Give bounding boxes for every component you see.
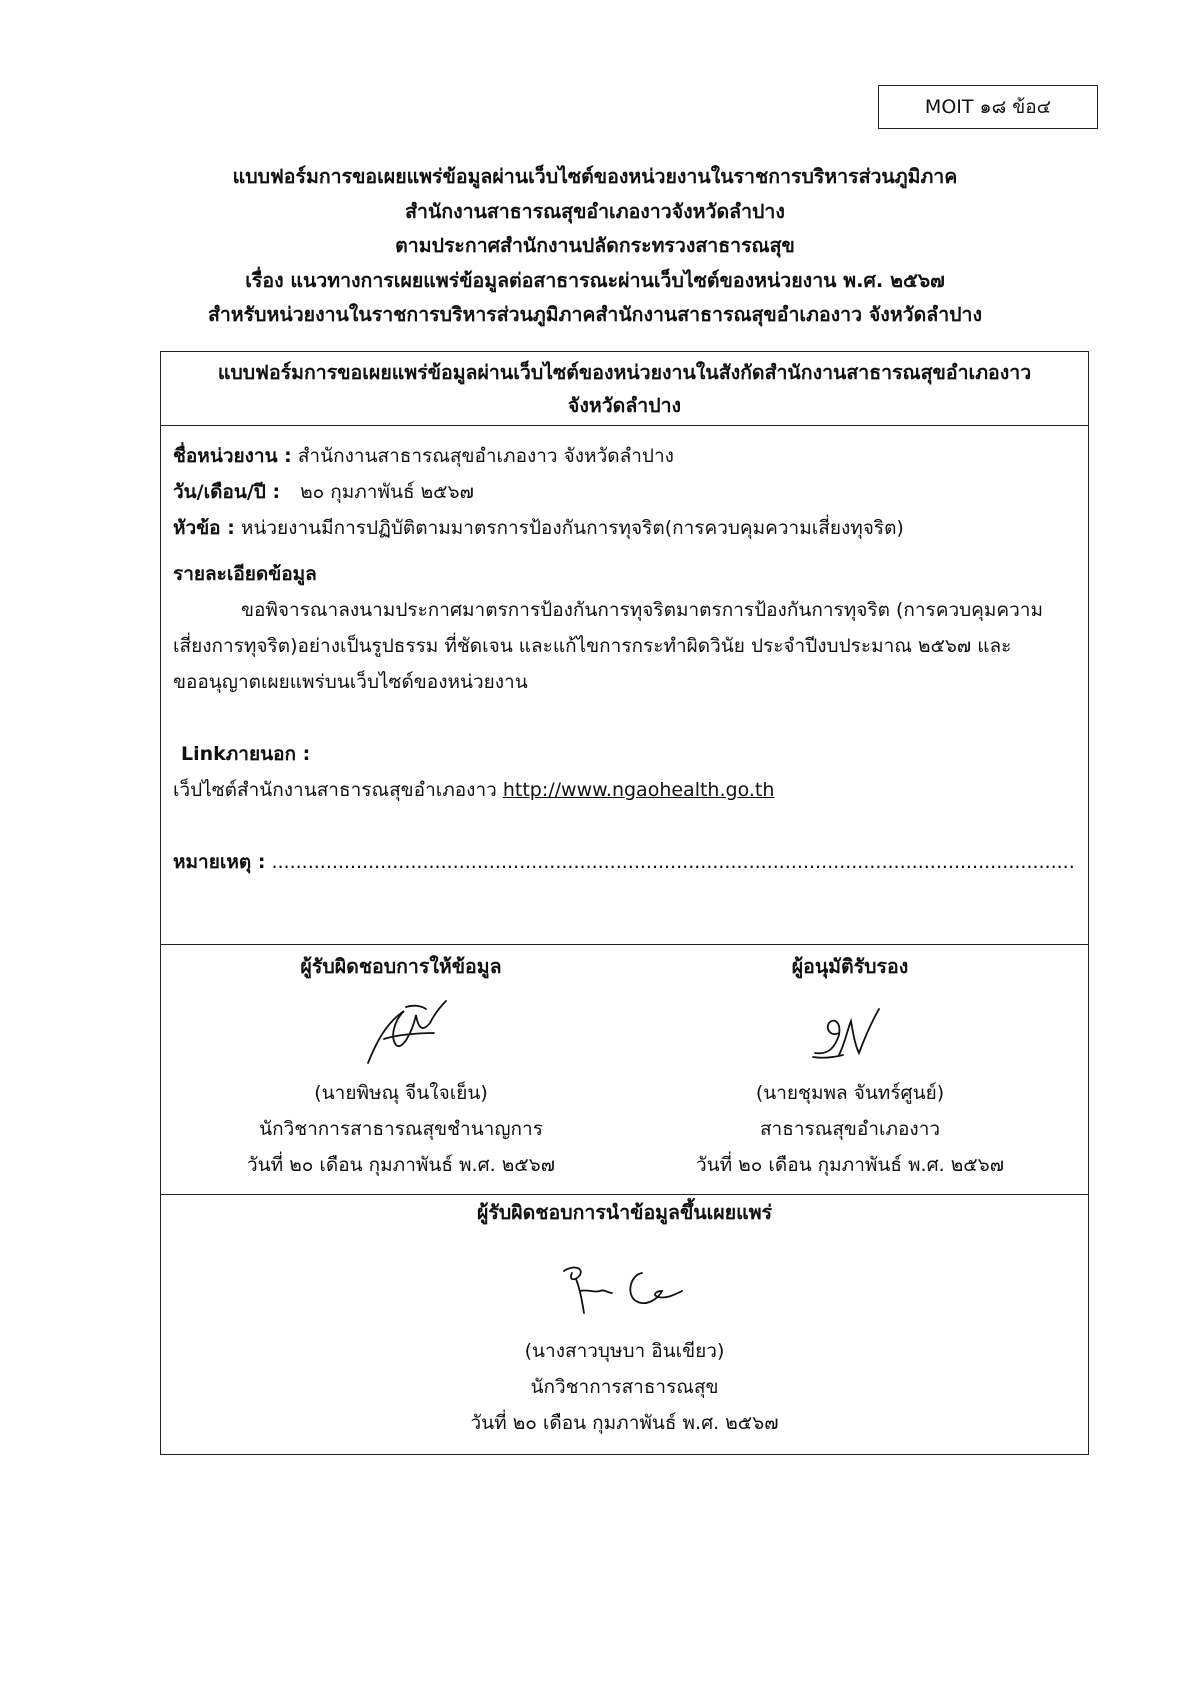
signer-right-position: สาธารณสุขอำเภองาว xyxy=(759,1118,941,1140)
agency-row xyxy=(173,438,1076,474)
header-line-4: เรื่อง แนวทางการเผยแพร่ข้อมูลต่อสาธารณะผ่านเว็บไซต์ของหน่วยงาน พ.ศ. ๒๕๖๗ xyxy=(245,268,945,292)
header-line-5: สำหรับหน่วยงานในราชการบริหารส่วนภูมิภาคสำนักงานสาธารณสุขอำเภองาว จังหวัดลำปาง xyxy=(207,303,983,326)
remark-label: หมายเหตุ : xyxy=(173,851,266,873)
header-line-3: ตามประกาศสำนักงานปลัดกระทรวงสาธารณสุข xyxy=(395,234,795,257)
details-line-1: ขอพิจารณาลงนามประกาศมาตรการป้องกันการทุจริตมาตรการป้องกันการทุจริต (การควบคุมความ xyxy=(241,599,1043,621)
external-link-row xyxy=(173,772,1076,808)
signer-publisher-name: (นางสาวบุษบา อินเขียว) xyxy=(524,1340,725,1362)
details-line-3: ขออนุญาตเผยแพร่บนเว็บไซด์ของหน่วยงาน xyxy=(173,671,528,693)
form-title-line-2: จังหวัดลำปาง xyxy=(567,394,682,417)
external-link-label: Linkภายนอก : xyxy=(181,743,311,765)
signature-section-publisher xyxy=(161,1195,1088,1454)
topic-value: หน่วยงานมีการปฏิบัติตามมาตรการป้องกันการทุจริต(การควบคุมความเสี่ยงทุจริต) xyxy=(240,517,904,539)
external-link-url[interactable]: http://www.ngaohealth.go.th xyxy=(502,779,775,801)
form-title-line-1: แบบฟอร์มการขอเผยแพร่ข้อมูลผ่านเว็บไซต์ของหน่วยงานในสังกัดสำนักงานสาธารณสุขอำเภองาว xyxy=(217,361,1032,384)
date-row xyxy=(173,474,1076,510)
form-details-section xyxy=(161,426,1088,945)
form-title xyxy=(161,352,1088,426)
signer-right-name: (นายชุมพล จันทร์ศูนย์) xyxy=(755,1082,945,1104)
signature-right-image xyxy=(795,993,905,1071)
agency-value: สำนักงานสาธารณสุขอำเภองาว จังหวัดลำปาง xyxy=(297,445,674,467)
request-form-table xyxy=(160,351,1089,1455)
signer-left-position: นักวิชาการสาธารณสุขชำนาญการ xyxy=(259,1118,543,1140)
form-reference-code: MOIT ๑๘ ข้อ๔ xyxy=(878,85,1098,129)
signer-publisher-role: ผู้รับผิดชอบการนำข้อมูลขึ้นเผยแพร่ xyxy=(476,1201,773,1224)
topic-row xyxy=(173,510,1076,546)
agency-label: ชื่อหน่วยงาน : xyxy=(173,445,292,467)
signer-left xyxy=(176,945,626,1183)
signature-left-image xyxy=(346,993,456,1071)
document-header xyxy=(0,160,1190,333)
topic-label: หัวข้อ : xyxy=(173,517,235,539)
signer-publisher xyxy=(161,1195,1088,1441)
signature-section-approval xyxy=(161,945,1088,1195)
signer-left-name: (นายพิษณุ จีนใจเย็น) xyxy=(314,1082,488,1104)
signer-right xyxy=(625,945,1075,1183)
signer-right-role: ผู้อนุมัติรับรอง xyxy=(791,955,909,978)
signer-left-date: วันที่ ๒๐ เดือน กุมภาพันธ์ พ.ศ. ๒๕๖๗ xyxy=(247,1154,555,1176)
signature-publisher-image xyxy=(550,1251,700,1329)
details-label: รายละเอียดข้อมูล xyxy=(173,563,317,585)
details-line-2: เสี่ยงการทุจริต)อย่างเป็นรูปธรรม ที่ชัดเจน และแก้ไขการกระทำผิดวินัย ประจำปีงบประมาณ ๒๕๖๗ และ xyxy=(173,635,1012,657)
remark-value: ..................................................................................................................................... xyxy=(271,851,1075,873)
signer-publisher-position: นักวิชาการสาธารณสุข xyxy=(530,1376,719,1398)
header-line-2: สำนักงานสาธารณสุขอำเภองาวจังหวัดลำปาง xyxy=(405,199,785,223)
header-line-1: แบบฟอร์มการขอเผยแพร่ข้อมูลผ่านเว็บไซต์ของหน่วยงานในราชการบริหารส่วนภูมิภาค xyxy=(232,165,958,188)
signer-left-role: ผู้รับผิดชอบการให้ข้อมูล xyxy=(300,955,502,978)
date-label: วัน/เดือน/ปี : xyxy=(173,481,281,503)
signer-publisher-date: วันที่ ๒๐ เดือน กุมภาพันธ์ พ.ศ. ๒๕๖๗ xyxy=(470,1412,779,1434)
date-value: ๒๐ กุมภาพันธ์ ๒๕๖๗ xyxy=(300,481,474,503)
remark-row xyxy=(173,844,1076,880)
signer-right-date: วันที่ ๒๐ เดือน กุมภาพันธ์ พ.ศ. ๒๕๖๗ xyxy=(696,1154,1004,1176)
external-link-text: เว็ปไซต์สำนักงานสาธารณสุขอำเภองาว xyxy=(173,779,497,801)
